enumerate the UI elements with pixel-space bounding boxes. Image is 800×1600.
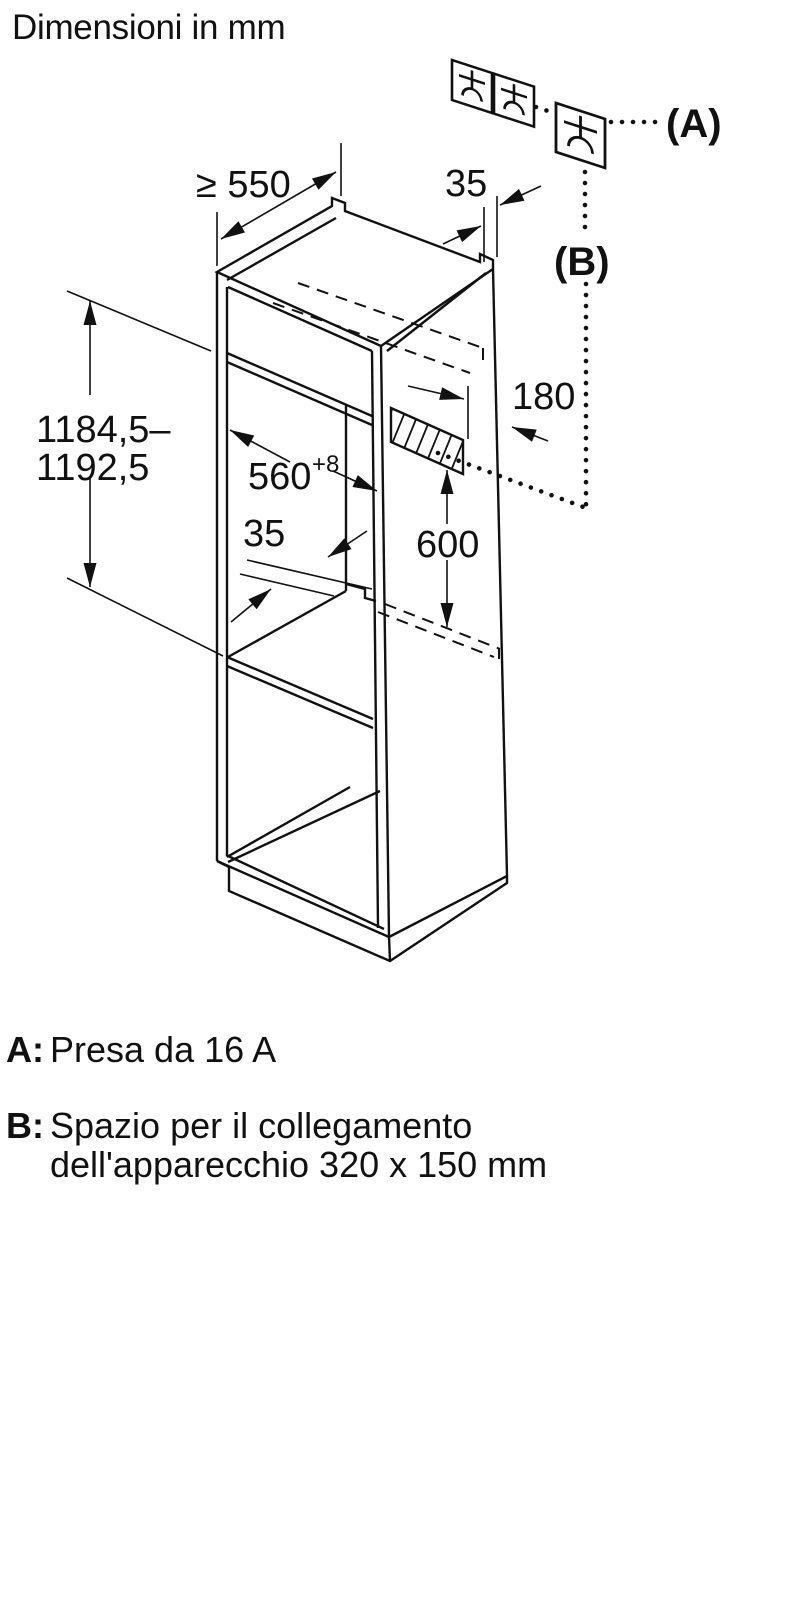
double-socket-icon bbox=[452, 60, 534, 127]
legend-text-b-line1: Spazio per il collegamento bbox=[50, 1105, 473, 1146]
legend-item-b bbox=[6, 1106, 547, 1184]
extension-lines bbox=[67, 143, 497, 656]
legend-text-b-line2: dell'apparecchio 320 x 150 mm bbox=[50, 1144, 548, 1185]
dim-height-label-line2: 1192,5 bbox=[36, 447, 150, 489]
dim-width-label: 560 bbox=[248, 456, 312, 498]
connection-space-hatch bbox=[355, 390, 498, 500]
dim-connection-height-label: 600 bbox=[416, 524, 480, 566]
legend-text-a: Presa da 16 A bbox=[50, 1029, 277, 1070]
legend bbox=[6, 1030, 547, 1184]
dim-connection-offset-label: 180 bbox=[512, 376, 576, 418]
legend-key-b: B: bbox=[6, 1105, 44, 1146]
callout-b-label: (B) bbox=[554, 240, 610, 284]
legend-item-a bbox=[6, 1030, 547, 1069]
dim-shelf-strip-label: 35 bbox=[243, 513, 286, 555]
dim-width-tolerance-label: +8 bbox=[312, 451, 340, 478]
single-socket-icon bbox=[556, 103, 605, 168]
dim-height-label-line1: 1184,5– bbox=[36, 409, 171, 451]
callout-a-label: (A) bbox=[666, 102, 722, 146]
dim-depth-label: ≥ 550 bbox=[196, 164, 291, 206]
dim-top-strip-label: 35 bbox=[445, 163, 488, 205]
legend-text-b bbox=[50, 1106, 547, 1184]
legend-key-a: A: bbox=[6, 1029, 44, 1070]
page-title: Dimensioni in mm bbox=[12, 8, 286, 47]
